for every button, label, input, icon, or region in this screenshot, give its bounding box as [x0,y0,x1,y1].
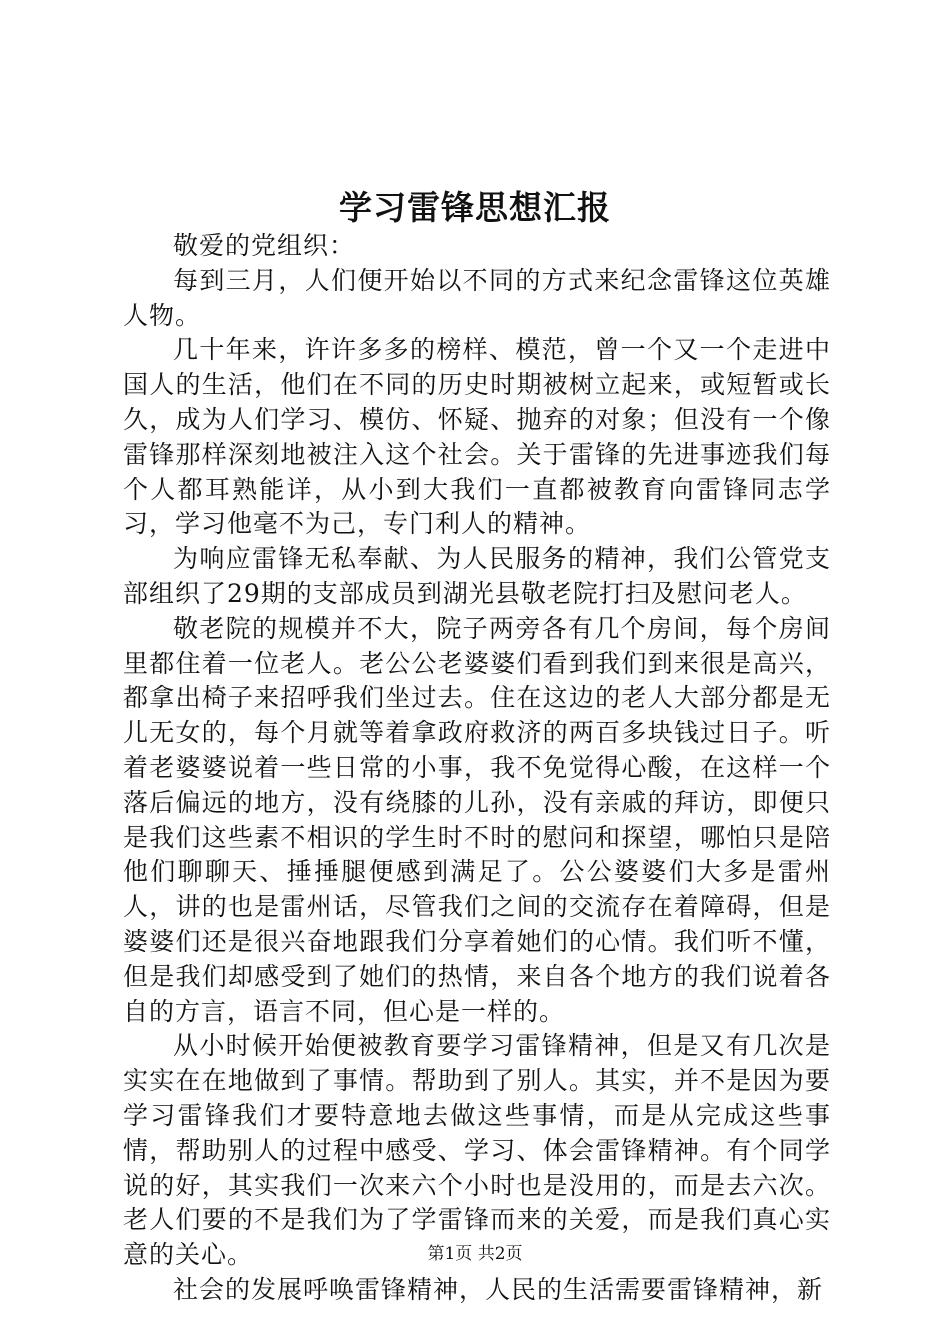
paragraph-reflection: 从小时候开始便被教育要学习雷锋精神，但是又有几次是实实在在地做到了事情。帮助到了别人。其实，并不是因为要学习雷锋我们才要特意地去做这些事情，而是从完成这些事情，帮助别人的过程中感受、学习、体会雷锋精神。有个同学说的好，其实我们一次来六个小时也是没用的，而是去六次。老人们要的不是我们为了学雷锋而来的关爱，而是我们真心实意的关心。 [123,1031,831,1270]
salutation: 敬爱的党组织： [173,231,356,260]
page-number-footer: 第1页 共2页 [427,1244,523,1264]
document-body [123,229,831,1308]
paragraph-volunteer-visit: 为响应雷锋无私奉献、为人民服务的精神，我们公管党支部组织了29期的支部成员到湖光县敬老院打扫及慰问老人。 [123,544,831,608]
paragraph-nursing-home: 敬老院的规模并不大，院子两旁各有几个房间，每个房间里都住着一位老人。老公公老婆婆们看到我们到来很是高兴，都拿出椅子来招呼我们坐过去。住在这边的老人大部分都是无儿无女的，每个月就等着拿政府救济的两百多块钱过日子。听着老婆婆说着一些日常的小事，我不免觉得心酸，在这样一个落后偏远的地方，没有绕膝的儿孙，没有亲戚的拜访，即便只是我们这些素不相识的学生时不时的慰问和探望，哪怕只是陪他们聊聊天、捶捶腿便感到满足了。公公婆婆们大多是雷州人，讲的也是雷州话，尽管我们之间的交流存在着障碍，但是婆婆们还是很兴奋地跟我们分享着她们的心情。我们听不懂，但是我们却感受到了她们的热情，来自各个地方的我们说着各自的方言，语言不同，但心是一样的。 [123,613,831,1026]
paragraph-society: 社会的发展呼唤雷锋精神，人民的生活需要雷锋精神，新 [173,1274,824,1304]
document-title: 学习雷锋思想汇报 [339,188,611,227]
paragraph-role-models: 几十年来，许许多多的榜样、模范，曾一个又一个走进中国人的生活，他们在不同的历史时期被树立起来，或短暂或长久，成为人们学习、模仿、怀疑、抛弃的对象；但没有一个像雷锋那样深刻地被注入这个社会。关于雷锋的先进事迹我们每个人都耳熟能详，从小到大我们一直都被教育向雷锋同志学习，学习他毫不为己，专门利人的精神。 [123,335,831,539]
paragraph-march-intro: 每到三月，人们便开始以不同的方式来纪念雷锋这位英雄人物。 [123,265,831,330]
